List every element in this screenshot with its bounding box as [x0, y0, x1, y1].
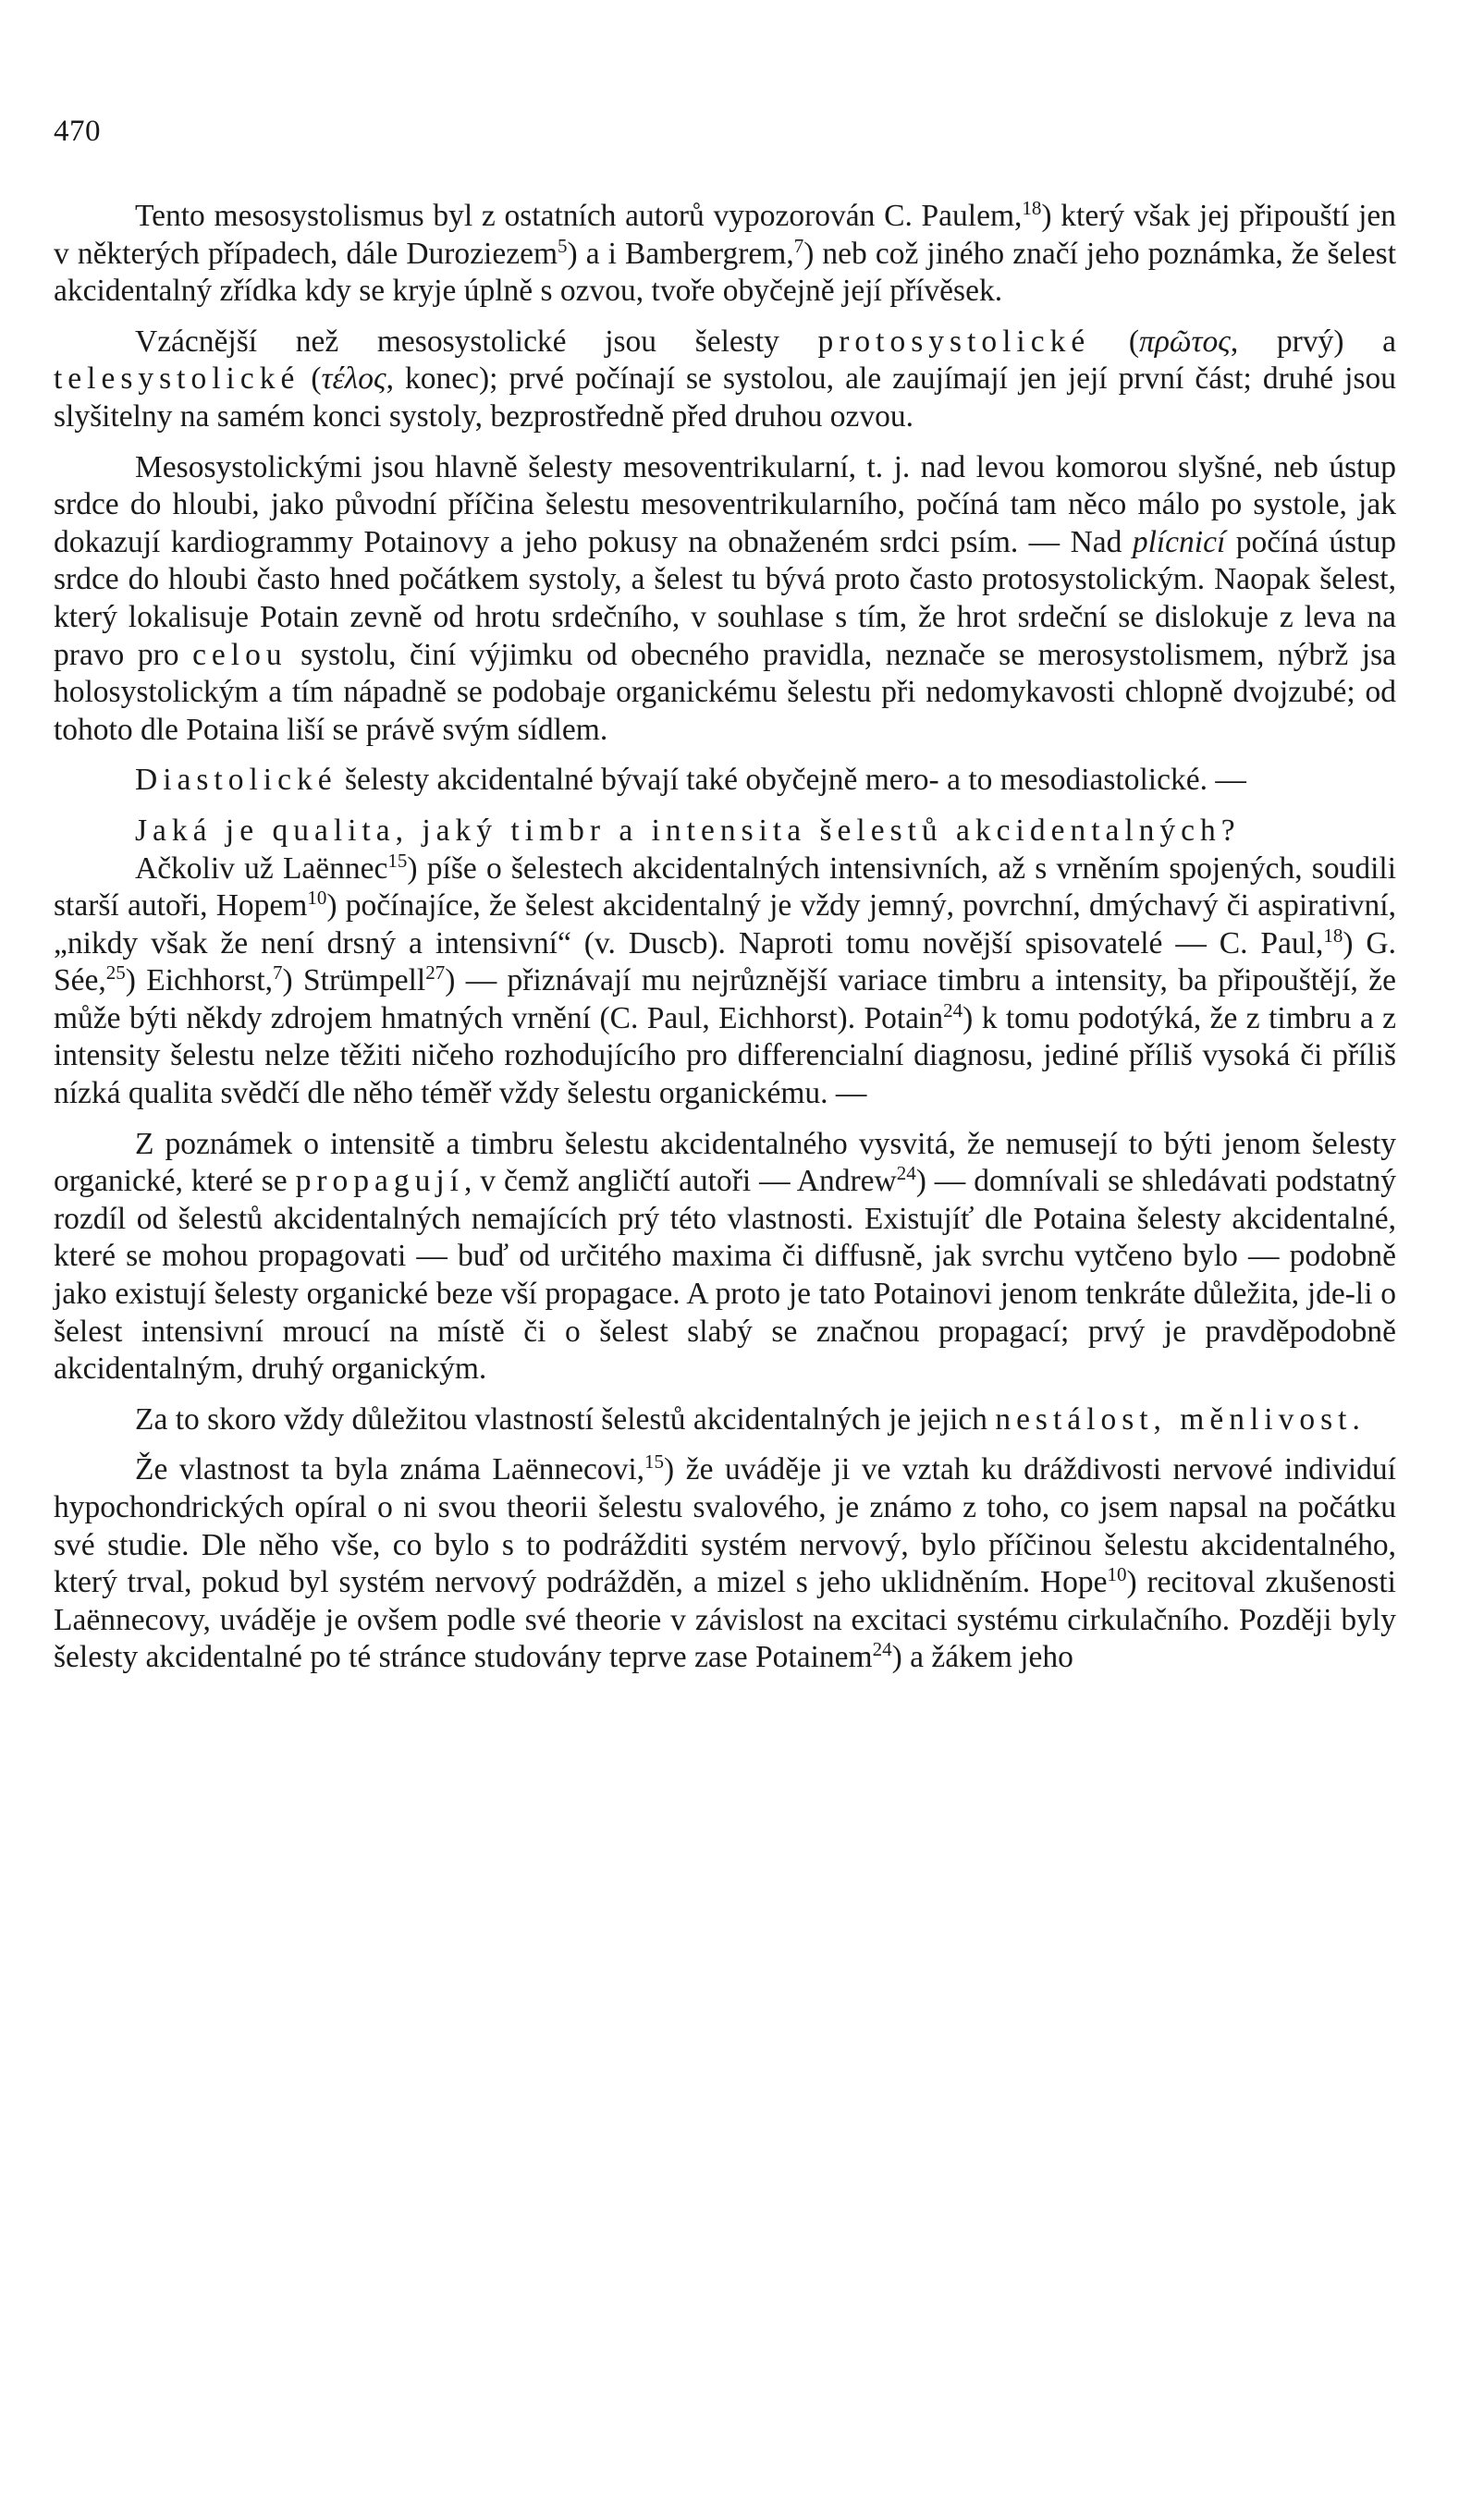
text-segment: Že vlastnost ta byla známa Laënnecovi,: [135, 1452, 645, 1487]
text-segment: ) k tomu podotýká, že z timbru a z intensity šelestu nelze těžiti ničeho rozhodujícího pro differencialní diagnosu, jediné příliš vysoká či příliš nízká qualita svědčí dle něho téměř vždy šelestu organickému. —: [54, 1000, 1396, 1111]
footnote-reference: 15: [644, 1450, 665, 1474]
footnote-reference: 25: [105, 961, 126, 985]
page-number: 470: [54, 115, 101, 148]
paragraph: [54, 1126, 1396, 1388]
text-segment: ) a i Bambergrem,: [567, 236, 794, 271]
footnote-reference: 10: [307, 887, 327, 910]
text-segment: ) recitoval zkušenosti Laënnecovy, uváděje je ovšem podle své theorie v závislost na excitaci systému cirkulačního. Později byly šelesty akcidentalné po té stránce studovány teprve zase Potainem: [54, 1565, 1396, 1675]
text-segment: plícnicí: [1132, 524, 1226, 559]
footnote-reference: 7: [793, 234, 804, 257]
text-segment: Z poznámek o intensitě a timbru šelestu akcidentalného vysvitá, že nemusejí to býti jenom šelesty organické, které se: [54, 1126, 1396, 1199]
text-segment: ) Strümpell: [282, 963, 426, 998]
text-segment: Mesosystolickými jsou hlavně šelesty mesoventrikularní, t. j. nad levou komorou slyšné, neb ústup srdce do hloubi, jako původní příčina šelestu mesoventrikularního, počíná tam něco málo po systole, jak dokazují kardiogrammy Potainovy a jeho pokusy na obnaženém srdci psím. — Nad: [54, 449, 1396, 559]
text-segment: nestálost, měnlivost: [995, 1401, 1353, 1437]
text-segment: , konec); prvé počínají se systolou, ale zaujímají jen její první část; druhé jsou slyšitelny na samém konci systoly, bezprostředně před druhou ozvou.: [54, 361, 1397, 434]
text-segment: ) píše o šelestech akcidentalných intensivních, až s vrněním spojených, soudili starší autoři, Hopem: [54, 850, 1396, 924]
body-text: [54, 198, 1396, 1677]
text-segment: Vzácnější než mesosystolické jsou šelesty: [135, 324, 818, 359]
paragraph: [54, 324, 1396, 436]
text-segment: systolu, činí výjimku od obecného pravidla, neznače se merosystolismem, nýbrž jsa holosystolickým a tím nápadně se podobaje organickému šelestu při nedomykavosti chlopně dvojzubé; od tohoto dle Potaina liší se právě svým sídlem.: [54, 637, 1396, 747]
text-segment: propagují: [295, 1164, 464, 1199]
footnote-reference: 18: [1323, 924, 1343, 947]
text-segment: , v čemž angličtí autoři — Andrew: [463, 1164, 897, 1199]
text-segment: , prvý) a: [1230, 324, 1397, 359]
footnote-reference: 24: [872, 1638, 892, 1661]
text-segment: protosystolické: [817, 324, 1091, 359]
text-segment: ) počínajíce, že šelest akcidentalný je vždy jemný, povrchní, dmýchavý či aspirativní, „nikdy však že není drsný a intensivní“ (v. Duscb). Naproti tomu novější spisovatelé — C. Paul,: [54, 888, 1396, 960]
text-segment: telesystolické: [54, 361, 300, 397]
text-segment: πρῶτος: [1139, 324, 1231, 359]
text-segment: ) Eichhorst,: [125, 963, 274, 998]
text-segment: počíná ústup srdce do hloubi často hned počátkem systoly, a šelest tu bývá proto často protosystolickým. Naopak šelest, který lokalisuje Potain zevně od hrotu srdečního, v souhlase s tím, že hrot srdeční se dislokuje z leva na pravo pro: [54, 524, 1396, 672]
text-segment: ) který však jej připouští jen v některých případech, dále Duroziezem: [54, 199, 1396, 271]
footnote-reference: 24: [943, 998, 963, 1021]
text-segment: ) že uváděje ji ve vztah ku dráždivosti nervové individuí hypochondrických opíral o ni svou theorii šelestu svalového, je známo z toho, co jsem napsal na počátku své studie. Dle něho vše, co bylo s to podrážditi systém nervový, bylo příčinou šelestu akcidentalného, který trval, pokud byl systém nervový podrážděn, a mizel s jeho uklidněním. Hope: [54, 1452, 1396, 1600]
footnote-reference: 24: [896, 1162, 916, 1185]
text-segment: Diastolické: [135, 763, 337, 798]
paragraph: [54, 850, 1396, 1113]
text-segment: ) — přiznávají mu nejrůznější variace timbru a intensity, ba připouštějí, že může býti někdy zdrojem hmatných vrnění (C. Paul, Eichhorst). Potain: [54, 963, 1396, 1035]
footnote-reference: 27: [425, 961, 446, 985]
paragraph: [54, 198, 1396, 311]
text-segment: Ačkoliv už Laënnec: [135, 850, 388, 886]
text-segment: celou: [192, 637, 288, 672]
text-segment: šelesty akcidentalné bývají také obyčejně mero- a to mesodiastolické. —: [337, 763, 1246, 798]
footnote-reference: 5: [558, 234, 568, 257]
text-segment: τέλος: [321, 361, 386, 397]
footnote-reference: 10: [1107, 1563, 1127, 1586]
text-segment: ) neb což jiného značí jeho poznámka, že šelest akcidentalný zřídka kdy se kryje úplně s ozvou, tvoře obyčejně její přívěsek.: [54, 236, 1397, 309]
text-segment: .: [1352, 1401, 1360, 1437]
text-segment: Tento mesosystolismus byl z ostatních autorů vypozorován C. Paulem,: [135, 199, 1023, 233]
text-segment: ) — domnívali se shledávati podstatný rozdíl od šelestů akcidentalných nemajících prý této vlastnosti. Existujíť dle Potaina šelesty akcidentalné, které se mohou propagovati — buď od určitého maxima či diffusně, jak svrchu vytčeno bylo — podobně jako existují šelesty organické beze vší propagace. A proto je tato Potainovi jenom tenkráte důležita, jde-li o šelest intensivní mroucí na místě či o šelest slabý se značnou propagací; prvý je pravděpodobně akcidentalným, druhý organickým.: [54, 1164, 1396, 1387]
paragraph: [54, 762, 1396, 800]
footnote-reference: 15: [387, 849, 408, 872]
text-segment: ) a žákem jeho: [891, 1640, 1073, 1675]
text-segment: Jaká je qualita, jaký timbr a intensita šelestů akcidentalných?: [135, 813, 1241, 848]
footnote-reference: 7: [273, 961, 283, 985]
footnote-reference: 18: [1022, 197, 1042, 219]
text-segment: Za to skoro vždy důležitou vlastností šelestů akcidentalných je jejich: [135, 1401, 996, 1437]
paragraph: [54, 1401, 1396, 1439]
paragraph: [54, 813, 1396, 850]
paragraph: [54, 1451, 1396, 1677]
text-segment: (: [300, 361, 322, 397]
text-segment: (: [1090, 324, 1140, 359]
paragraph: [54, 449, 1396, 750]
text-segment: ) G. Sée,: [54, 925, 1396, 998]
